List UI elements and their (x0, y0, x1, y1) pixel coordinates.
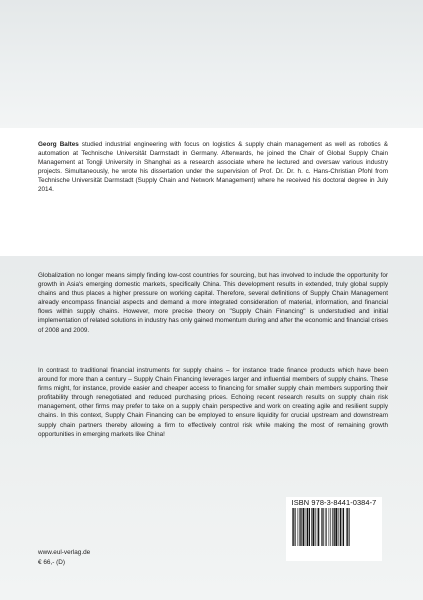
isbn-label: ISBN 978-3-8441-0384-7 (291, 498, 377, 507)
author-bio-text: studied industrial engineering with focus on logistics & supply chain management as well as robotics & automation at Technische Universität Darmstadt in Germany. Afterwards, he joined the Chair of Global Supply Chain Management at Tongji University in Shanghai as a research associate where he lectured and oversaw various industry projects. Simultaneously, he wrote his dissertation under the supervision of Prof. Dr. Dr. h. c. Hans-Christian Pfohl from Technische Universität Darmstadt (Supply Chain and Network Management) where he received his doctoral degree in July 2014. (38, 141, 389, 194)
isbn-barcode-box (286, 497, 382, 561)
publisher-website: www.eul-verlag.de (38, 549, 91, 556)
price-label: € 66,- (D) (38, 559, 65, 566)
author-bio (38, 140, 388, 195)
top-gray-panel (0, 0, 423, 128)
barcode-image (290, 508, 378, 552)
author-name: Georg Baltes (38, 141, 79, 148)
blurb-paragraph-2: In contrast to traditional financial instruments for supply chains – for instance trade finance products which have been around for more than a century – Supply Chain Financing leverages larger and influential members of supply chains. These firms might, for instance, provide easier and cheaper access to financing for smaller supply chain members supporting their profitability through renegotiated and reduced purchasing prices. Echoing recent research results on supply chain risk management, other firms may prefer to take on a supply chain perspective and work on creating agile and resilient supply chains. In this context, Supply Chain Financing can be employed to ensure liquidity for crucial upstream and downstream supply chain partners thereby allowing a firm to effectively control risk while making the most of remaining growth opportunities in emerging markets like China! (38, 367, 388, 438)
blurb-paragraph-1: Globalization no longer means simply finding low-cost countries for sourcing, but has involved to include the opportunity for growth in Asia's emerging domestic markets, specifically China. This development results in extended, truly global supply chains and thus places a higher pressure on working capital. Therefore, several definitions of Supply Chain Management already encompass financial aspects and demand a more integrated consideration of material, information, and financial flows within supply chains. However, more precise theory on "Supply Chain Financing" is understudied and initial implementation of related solutions in industry has only gained momentum during and after the economic and financial crises of 2008 and 2009. (38, 272, 388, 334)
